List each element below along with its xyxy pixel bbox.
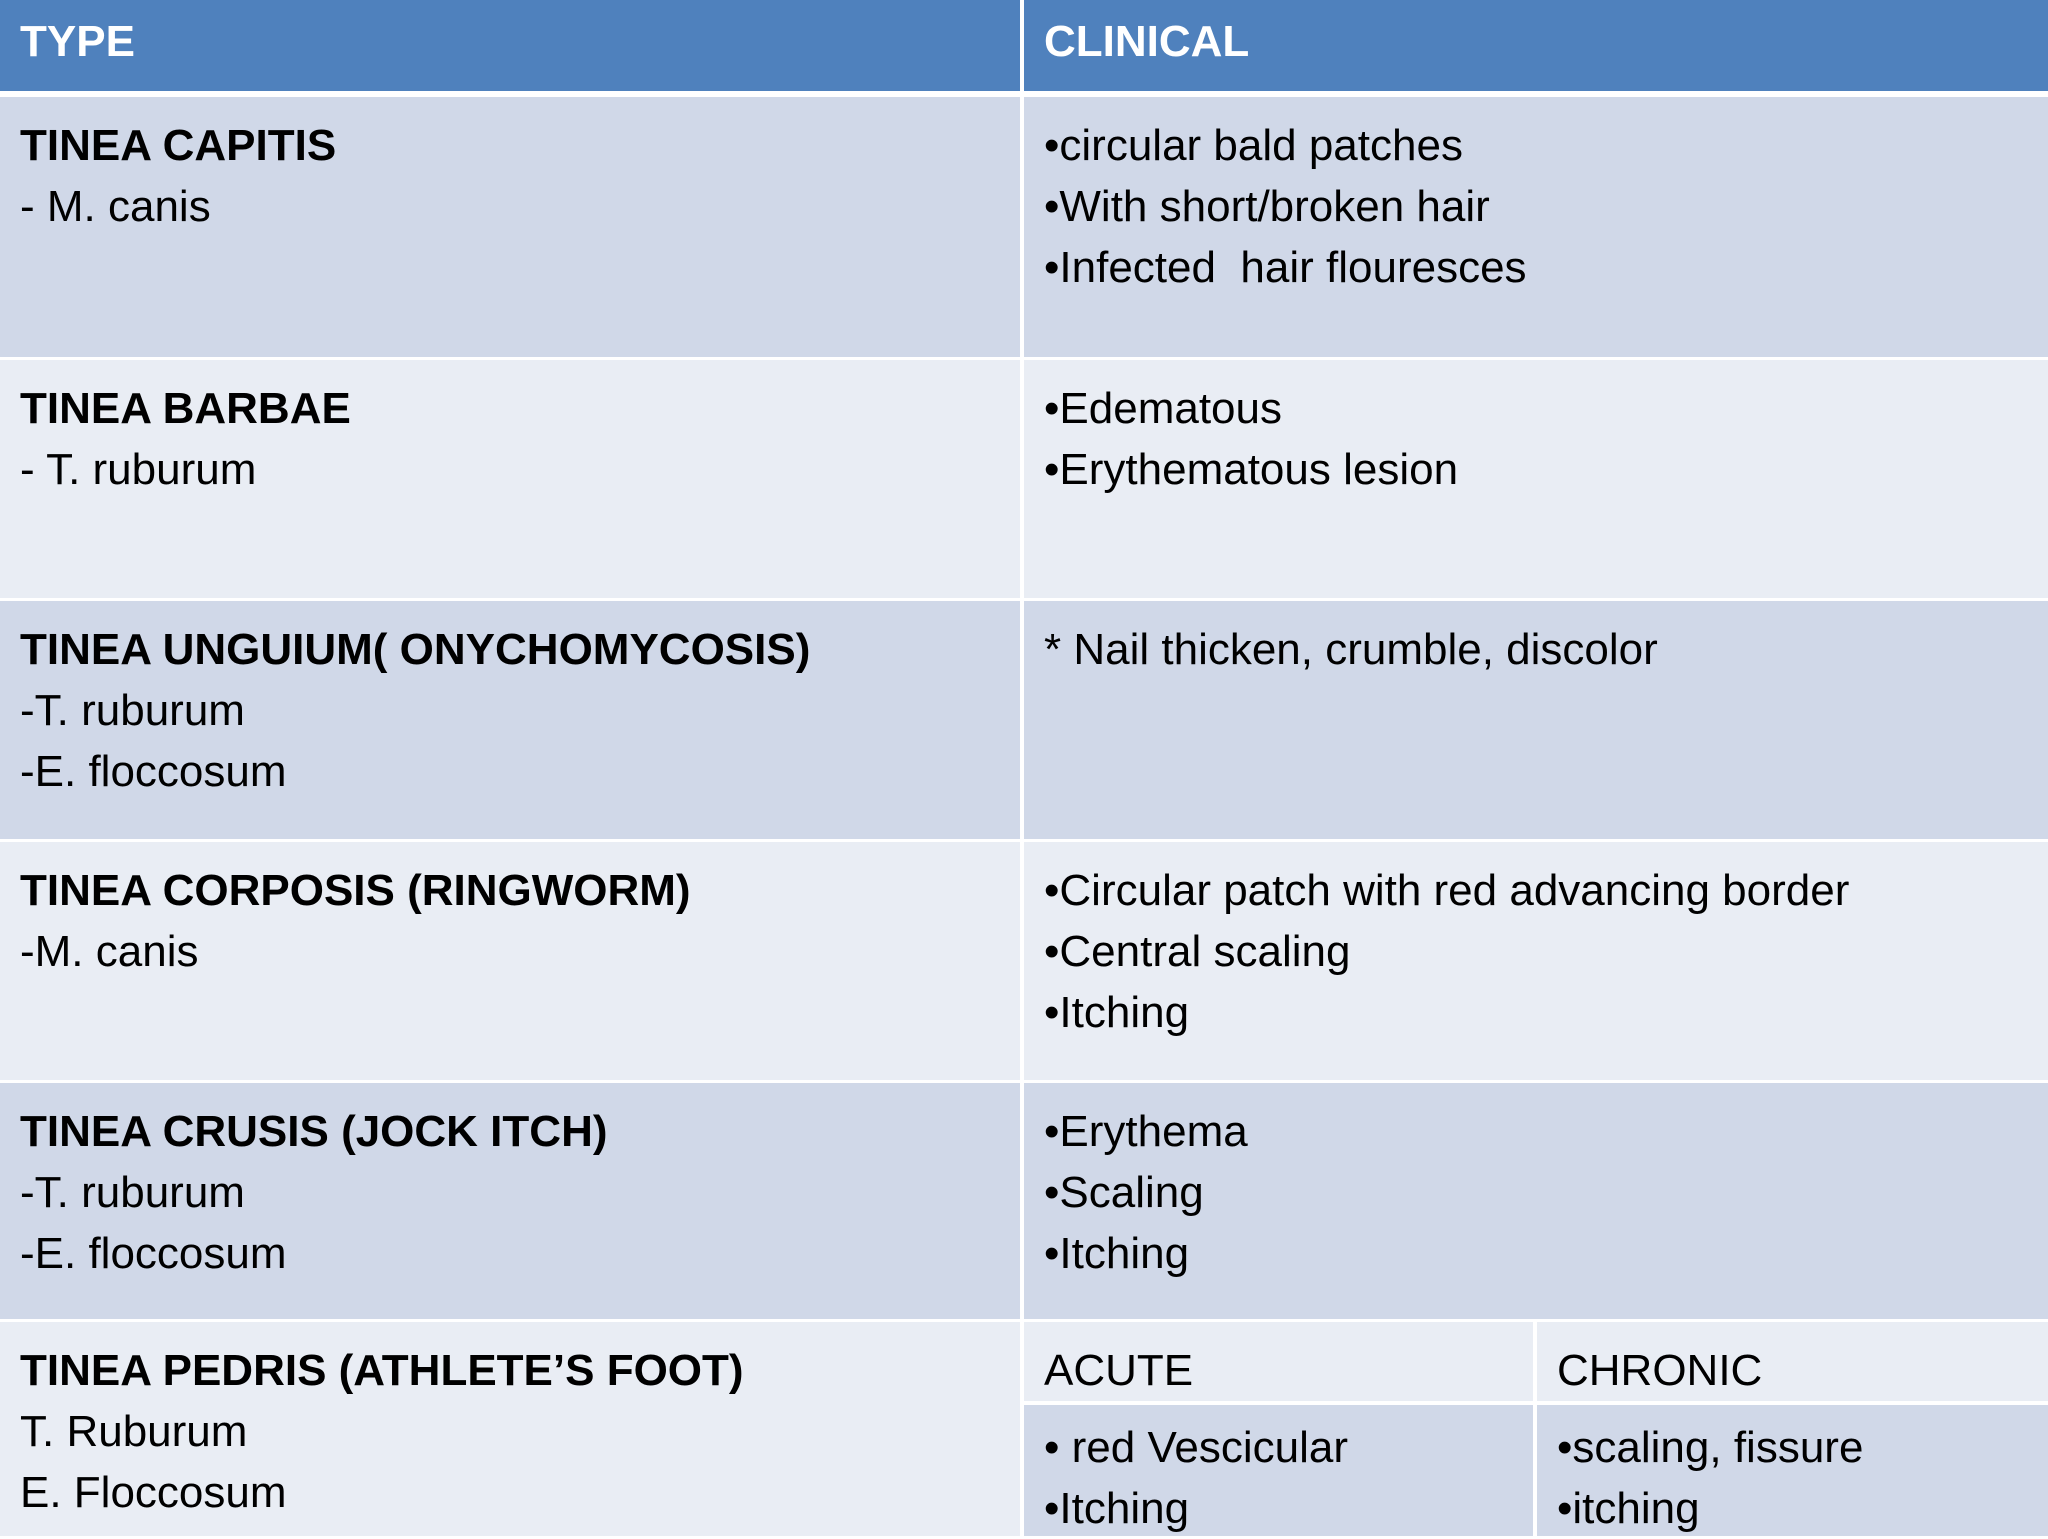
row-0-type-cell xyxy=(0,97,1020,357)
row-5-organism: E. Floccosum xyxy=(20,1468,287,1517)
row-3-organism: -M. canis xyxy=(20,927,199,976)
row-5-type-name: TINEA PEDRIS (ATHLETE’S FOOT) xyxy=(20,1346,744,1395)
row-3-type-name: TINEA CORPOSIS (RINGWORM) xyxy=(20,866,691,915)
row-0-clinical-line: •Infected hair flouresces xyxy=(1044,243,1527,292)
row-5-type-cell xyxy=(0,1322,1020,1536)
header-clinical-label: CLINICAL xyxy=(1044,17,1250,66)
acute-symptom: • red Vescicular xyxy=(1044,1423,1348,1472)
row-2-clinical-cell xyxy=(1024,601,2048,839)
row-5-acute-header-cell xyxy=(1024,1322,1533,1401)
acute-label: ACUTE xyxy=(1044,1346,1194,1395)
row-2-clinical-line: * Nail thicken, crumble, discolor xyxy=(1044,625,1658,674)
row-1-clinical-line: •Erythematous lesion xyxy=(1044,445,1459,494)
row-4-organism: -E. floccosum xyxy=(20,1229,287,1278)
row-1-type-name: TINEA BARBAE xyxy=(20,384,351,433)
chronic-symptom: •itching xyxy=(1557,1484,1700,1533)
row-3-clinical-cell xyxy=(1024,842,2048,1080)
row-4-clinical-line: •Itching xyxy=(1044,1229,1190,1278)
row-4-type-name: TINEA CRUSIS (JOCK ITCH) xyxy=(20,1107,608,1156)
row-0-type-name: TINEA CAPITIS xyxy=(20,121,337,170)
row-5-acute-cell xyxy=(1024,1405,1533,1536)
chronic-symptom: •scaling, fissure xyxy=(1557,1423,1864,1472)
row-3-type-cell xyxy=(0,842,1020,1080)
row-4-clinical-line: •Erythema xyxy=(1044,1107,1248,1156)
row-0-organism: - M. canis xyxy=(20,182,211,231)
row-4-clinical-line: •Scaling xyxy=(1044,1168,1204,1217)
acute-symptom: •Itching xyxy=(1044,1484,1190,1533)
row-1-clinical-line: •Edematous xyxy=(1044,384,1282,433)
header-clinical-cell xyxy=(1024,0,2048,91)
row-5-organism: T. Ruburum xyxy=(20,1407,248,1456)
row-3-clinical-line: •Itching xyxy=(1044,988,1190,1037)
row-5-chronic-cell xyxy=(1537,1405,2048,1536)
row-0-clinical-line: •With short/broken hair xyxy=(1044,182,1490,231)
row-5-chronic-header-cell xyxy=(1537,1322,2048,1401)
row-1-clinical-cell xyxy=(1024,360,2048,598)
row-0-clinical-line: •circular bald patches xyxy=(1044,121,1463,170)
row-3-clinical-line: •Circular patch with red advancing border xyxy=(1044,866,1850,915)
header-type-cell xyxy=(0,0,1020,91)
header-type-label: TYPE xyxy=(20,17,135,66)
row-4-type-cell xyxy=(0,1083,1020,1319)
row-0-clinical-cell xyxy=(1024,97,2048,357)
row-2-type-cell xyxy=(0,601,1020,839)
row-1-type-cell xyxy=(0,360,1020,598)
row-3-clinical-line: •Central scaling xyxy=(1044,927,1351,976)
row-1-organism: - T. ruburum xyxy=(20,445,257,494)
row-2-type-name: TINEA UNGUIUM( ONYCHOMYCOSIS) xyxy=(20,625,811,674)
row-4-organism: -T. ruburum xyxy=(20,1168,245,1217)
chronic-label: CHRONIC xyxy=(1557,1346,1763,1395)
row-2-organism: -T. ruburum xyxy=(20,686,245,735)
row-2-organism: -E. floccosum xyxy=(20,747,287,796)
row-4-clinical-cell xyxy=(1024,1083,2048,1319)
